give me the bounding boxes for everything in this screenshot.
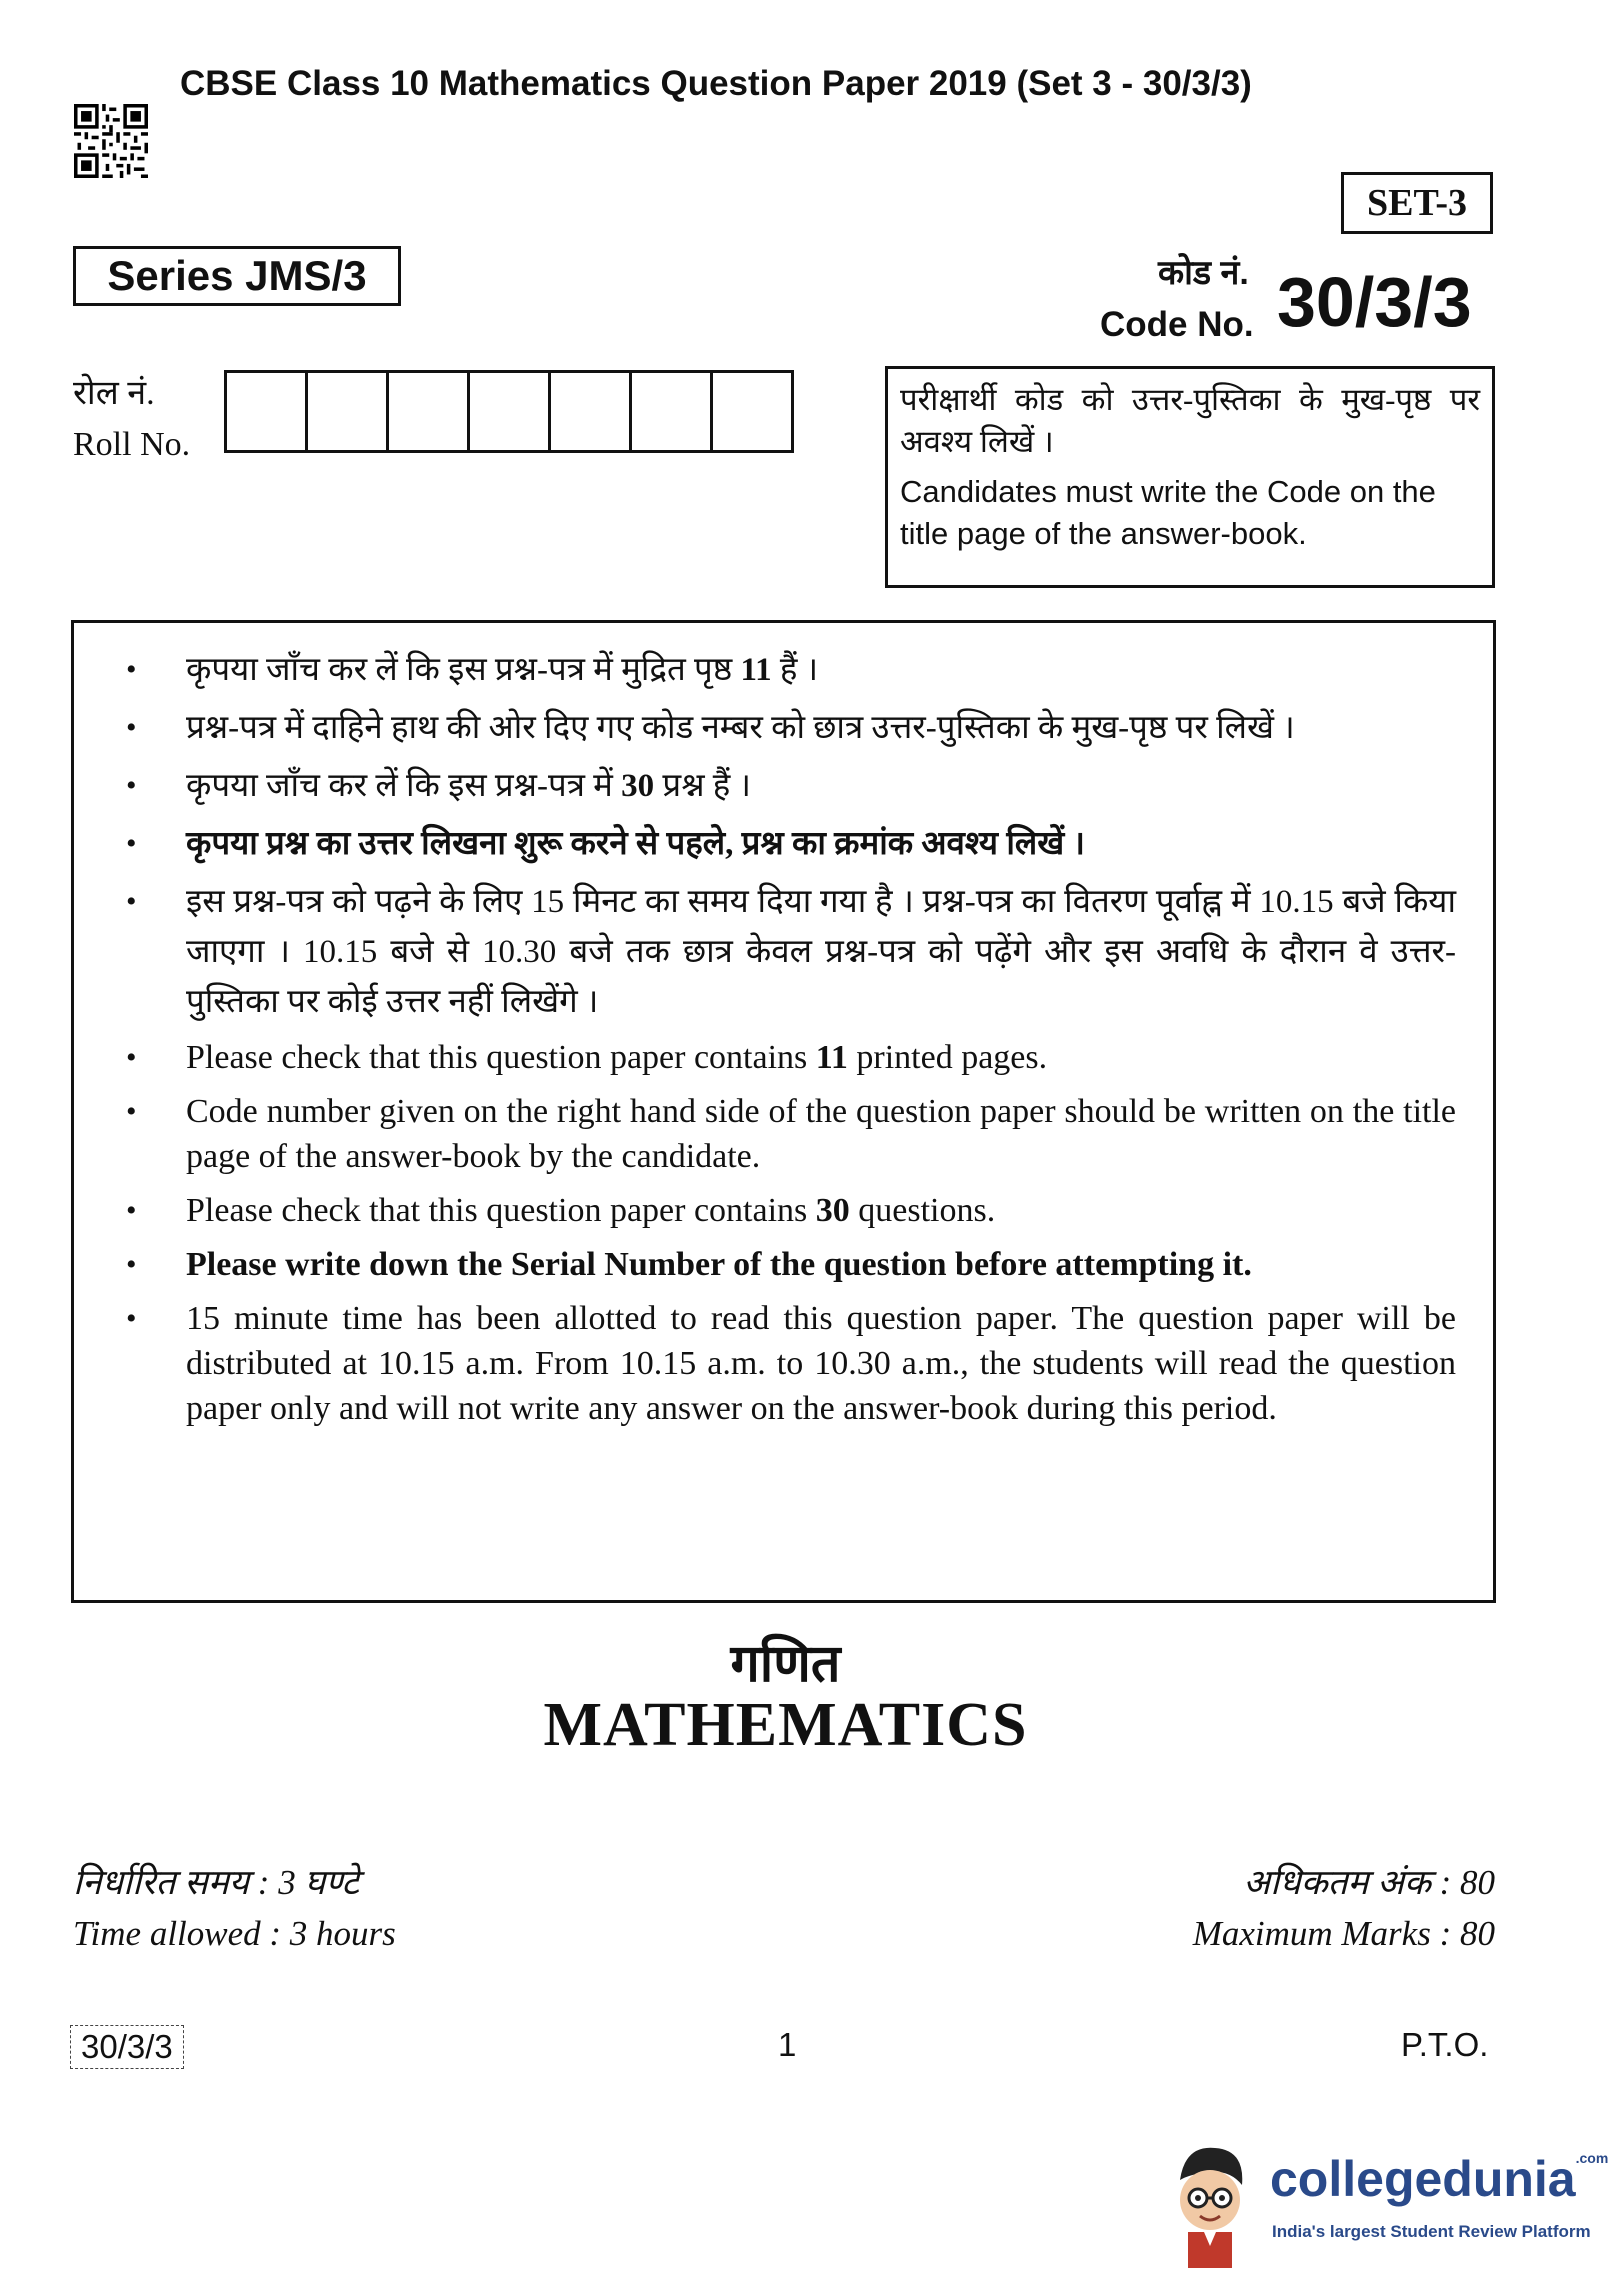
document-header-title: CBSE Class 10 Mathematics Question Paper 2019 (Set 3 - 30/3/3)	[180, 64, 1252, 103]
roll-digit-box	[389, 373, 470, 450]
bullet-icon: •	[126, 769, 137, 802]
collegedunia-watermark	[1160, 2140, 1608, 2270]
bullet-icon: •	[126, 1041, 137, 1074]
roll-digit-box	[713, 373, 791, 450]
brand-name: collegedunia$^{.com}$	[1270, 2150, 1608, 2207]
bullet-icon: •	[126, 1248, 137, 1281]
brand-tagline: India's largest Student Review Platform	[1272, 2222, 1591, 2241]
roll-number-boxes	[224, 370, 794, 453]
code-label-english: Code No.	[1100, 305, 1254, 344]
series-label: Series JMS/3	[73, 246, 401, 306]
pto-label: P.T.O.	[1401, 2026, 1489, 2063]
instructions-box	[71, 620, 1496, 1603]
time-allowed-hindi: निर्धारित समय : 3 घण्टे	[73, 1863, 360, 1902]
instruction-item: • प्रश्न-पत्र में दाहिने हाथ की ओर दिए गए कोड नम्बर को छात्र उत्तर-पुस्तिका के मुख-पृष्ठ पर लिखें ।	[126, 703, 1456, 753]
instruction-item: • Please write down the Serial Number of the question before attempting it.	[126, 1242, 1456, 1287]
bullet-icon: •	[126, 653, 137, 686]
qr-code-icon	[74, 104, 148, 178]
time-allowed-english: Time allowed : 3 hours	[73, 1914, 396, 1953]
instruction-item: • कृपया जाँच कर लें कि इस प्रश्न-पत्र में मुद्रित पृष्ठ 11 हैं ।	[126, 645, 1456, 695]
subject-title-english: MATHEMATICS	[543, 1691, 1028, 1759]
candidate-note-box	[885, 366, 1495, 588]
instruction-item: • Please check that this question paper contains 11 printed pages.	[126, 1035, 1456, 1080]
roll-digit-box	[551, 373, 632, 450]
bullet-icon: •	[126, 711, 137, 744]
page-number: 1	[778, 2026, 797, 2063]
roll-digit-box	[308, 373, 389, 450]
instruction-item: • कृपया जाँच कर लें कि इस प्रश्न-पत्र में 30 प्रश्न हैं ।	[126, 761, 1456, 811]
student-mascot-icon	[1160, 2140, 1260, 2270]
instruction-item: • Code number given on the right hand side of the question paper should be written on the title page of the answer-book by the candidate.	[126, 1089, 1456, 1179]
roll-label-hindi: रोल नं.	[73, 375, 155, 412]
bullet-icon: •	[126, 1095, 137, 1128]
footer-code: 30/3/3	[70, 2025, 184, 2069]
candidate-note-english: Candidates must write the Code on the title page of the answer-book.	[900, 474, 1436, 551]
instruction-item: • Please check that this question paper contains 30 questions.	[126, 1188, 1456, 1233]
roll-digit-box	[227, 373, 308, 450]
set-label: SET-3	[1341, 172, 1493, 234]
bullet-icon: •	[126, 827, 137, 860]
instructions-list	[126, 645, 1456, 1440]
bullet-icon: •	[126, 1194, 137, 1227]
bullet-icon: •	[126, 885, 137, 918]
code-label-hindi: कोड नं.	[1158, 254, 1249, 292]
maximum-marks-english: Maximum Marks : 80	[1192, 1914, 1495, 1953]
instruction-item: • कृपया प्रश्न का उत्तर लिखना शुरू करने से पहले, प्रश्न का क्रमांक अवश्य लिखें ।	[126, 819, 1456, 869]
maximum-marks-hindi: अधिकतम अंक : 80	[1243, 1863, 1495, 1902]
subject-title-hindi: गणित	[730, 1636, 841, 1693]
roll-label-english: Roll No.	[73, 426, 191, 463]
instruction-item: • इस प्रश्न-पत्र को पढ़ने के लिए 15 मिनट का समय दिया गया है । प्रश्न-पत्र का वितरण पूर्वाह्न में 10.15 बजे किया जाएगा । 10.15 बजे से 10.30 बजे तक छात्र केवल प्रश्न-पत्र को पढ़ेंगे और इस अवधि के दौरान वे उत्तर-पुस्तिका पर कोई उत्तर नहीं लिखेंगे ।	[126, 877, 1456, 1027]
roll-digit-box	[470, 373, 551, 450]
bullet-icon: •	[126, 1302, 137, 1335]
code-number: 30/3/3	[1277, 263, 1472, 341]
roll-digit-box	[632, 373, 713, 450]
candidate-note-hindi: परीक्षार्थी कोड को उत्तर-पुस्तिका के मुख-पृष्ठ पर अवश्य लिखें ।	[900, 382, 1480, 459]
instruction-item: • 15 minute time has been allotted to read this question paper. The question paper will be distributed at 10.15 a.m. From 10.15 a.m. to 10.30 a.m., the students will read the question paper only and will not write any answer on the answer-book during this period.	[126, 1296, 1456, 1431]
